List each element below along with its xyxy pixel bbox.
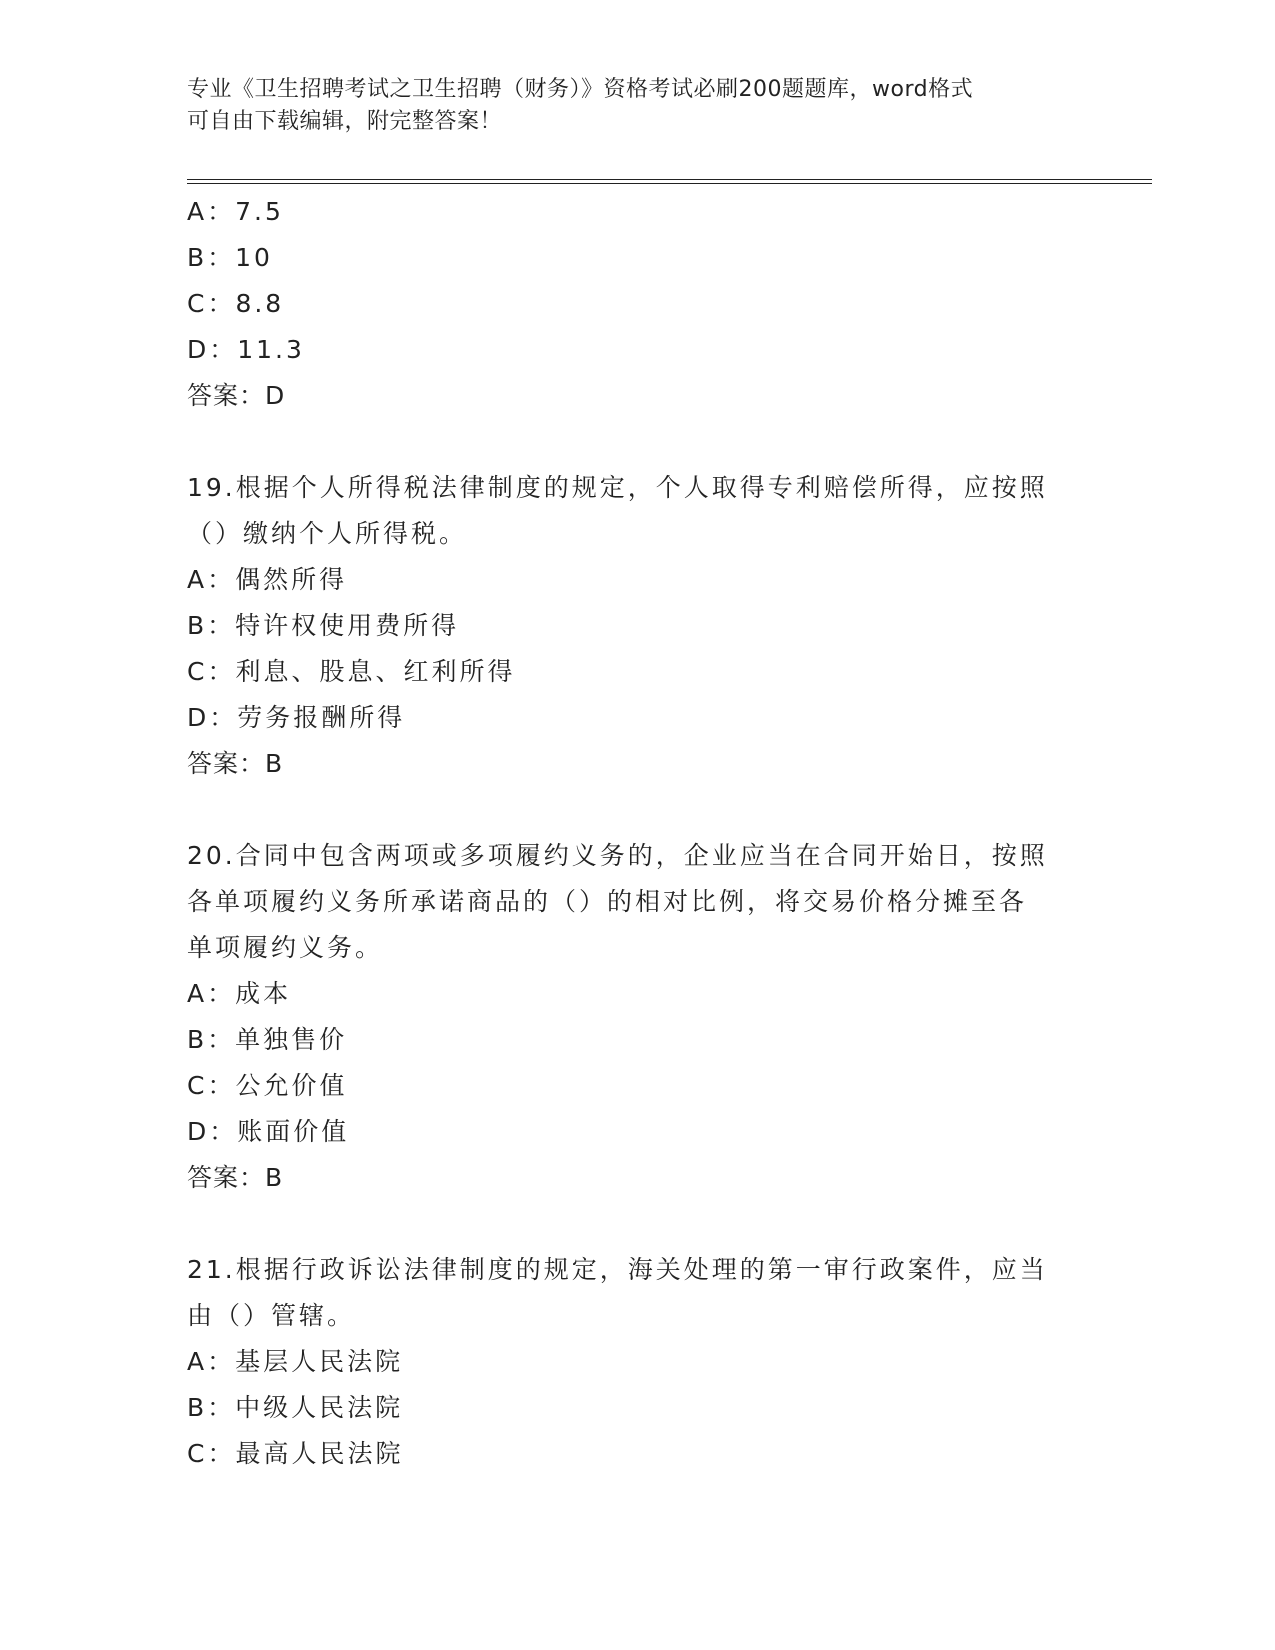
- question-21: [187, 1247, 1087, 1477]
- option-b: B：单独售价: [187, 1025, 348, 1054]
- option-d: D：11.3: [187, 335, 305, 364]
- option-a: A：成本: [187, 979, 292, 1008]
- option-c: C：最高人民法院: [187, 1439, 404, 1468]
- option-b: B：特许权使用费所得: [187, 611, 460, 640]
- option-d: D：劳务报酬所得: [187, 703, 406, 732]
- option-c: C：利息、股息、红利所得: [187, 657, 516, 686]
- option-a: A：7.5: [187, 197, 284, 226]
- answer: 答案：B: [187, 1163, 284, 1192]
- option-a: A：基层人民法院: [187, 1347, 404, 1376]
- answer: 答案：D: [187, 381, 286, 410]
- option-d: D：账面价值: [187, 1117, 350, 1146]
- option-b: B：中级人民法院: [187, 1393, 404, 1422]
- option-c: C：8.8: [187, 289, 285, 318]
- option-c: C：公允价值: [187, 1071, 348, 1100]
- question-stem-line: 21.根据行政诉讼法律制度的规定，海关处理的第一审行政案件，应当: [187, 1255, 1048, 1284]
- question-stem-line: 19.根据个人所得税法律制度的规定，个人取得专利赔偿所得，应按照: [187, 473, 1048, 502]
- option-b: B：10: [187, 243, 273, 272]
- header-line-1: 专业《卫生招聘考试之卫生招聘（财务）》资格考试必刷200题题库，word格式: [187, 77, 974, 102]
- answer: 答案：B: [187, 749, 284, 778]
- question-stem-line: （）缴纳个人所得税。: [187, 519, 468, 548]
- document-header: [187, 74, 1067, 138]
- question-18: [187, 189, 1087, 419]
- spacer: [187, 419, 1087, 465]
- spacer: [187, 1201, 1087, 1247]
- question-20: [187, 833, 1087, 1201]
- question-19: [187, 465, 1087, 787]
- question-stem-line: 各单项履约义务所承诺商品的（）的相对比例，将交易价格分摊至各: [187, 887, 1028, 916]
- header-divider-top: [187, 179, 1152, 180]
- question-list: [187, 189, 1087, 1477]
- question-stem-line: 由（）管辖。: [187, 1301, 356, 1330]
- header-divider-bottom: [187, 183, 1152, 184]
- header-line-2: 可自由下载编辑，附完整答案！: [187, 109, 503, 134]
- spacer: [187, 787, 1087, 833]
- option-a: A：偶然所得: [187, 565, 348, 594]
- question-stem-line: 单项履约义务。: [187, 933, 384, 962]
- question-stem-line: 20.合同中包含两项或多项履约义务的，企业应当在合同开始日，按照: [187, 841, 1048, 870]
